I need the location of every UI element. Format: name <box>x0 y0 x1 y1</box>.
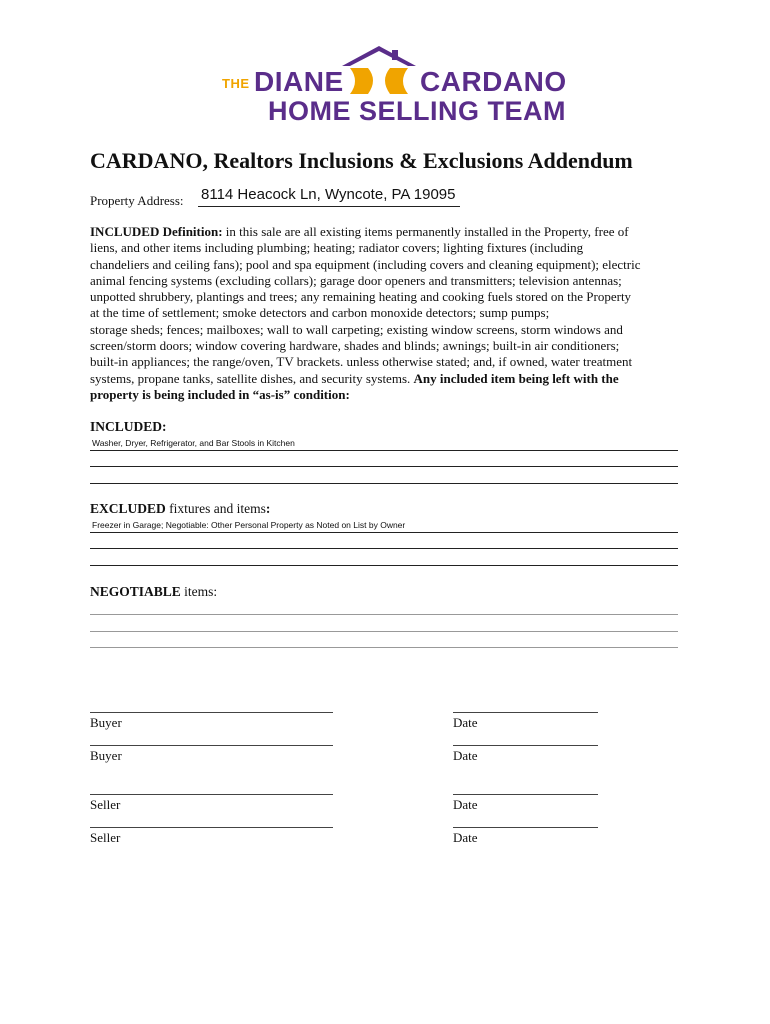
seller-2-label: Seller <box>90 830 121 845</box>
included-items-field[interactable]: Washer, Dryer, Refrigerator, and Bar Stools in Kitchen <box>92 438 295 448</box>
definition-line: screen/storm doors; window covering hardware, shades and blinds; awnings; built-in air conditioners; <box>90 338 620 354</box>
buyer-2-date-line[interactable] <box>453 745 598 746</box>
definition-line: systems, propane tanks, satellite dishes, and security systems. Any included item being left with the <box>90 370 619 386</box>
logo-first-name: DIANE <box>254 66 344 97</box>
logo-the: THE <box>222 76 250 91</box>
negotiable-line-2[interactable] <box>90 631 678 632</box>
negotiable-line-3[interactable] <box>90 647 678 648</box>
seller-1-date-line[interactable] <box>453 794 598 795</box>
page-title: CARDANO, Realtors Inclusions & Exclusions Addendum <box>90 148 633 173</box>
buyer-2-signature-line[interactable] <box>90 745 333 746</box>
buyer-1-date-label: Date <box>453 715 478 730</box>
definition-line: INCLUDED Definition: in this sale are all existing items permanently installed in the Property, free of <box>90 224 629 239</box>
included-line-1[interactable] <box>90 450 678 451</box>
as-is-notice-cont: property is being included in “as-is” condition: <box>90 386 350 402</box>
excluded-line-2[interactable] <box>90 548 678 549</box>
seller-2-date-label: Date <box>453 830 478 845</box>
negotiable-heading: NEGOTIABLE items: <box>90 584 218 599</box>
buyer-2-date-label: Date <box>453 748 478 763</box>
definition-line: built-in appliances; the range/oven, TV brackets. unless otherwise stated; and, if owned, water treatment <box>90 354 633 370</box>
as-is-notice: Any included item being left with the <box>413 370 619 386</box>
definition-line: unpotted shrubbery, plantings and trees; any remaining heating and cooking fuels stored on the Property <box>90 289 632 305</box>
seller-2-signature-line[interactable] <box>90 827 333 828</box>
negotiable-line-1[interactable] <box>90 614 678 615</box>
logo-last-name: CARDANO <box>420 66 567 97</box>
included-line-3[interactable] <box>90 483 678 484</box>
buyer-1-label: Buyer <box>90 715 122 730</box>
seller-1-signature-line[interactable] <box>90 794 333 795</box>
house-logo-icon <box>338 44 420 96</box>
excluded-items-field[interactable]: Freezer in Garage; Negotiable: Other Personal Property as Noted on List by Owner <box>92 520 406 530</box>
definition-heading: INCLUDED Definition: <box>90 224 223 239</box>
buyer-1-date-line[interactable] <box>453 712 598 713</box>
included-heading: INCLUDED: <box>90 419 167 434</box>
property-address-label: Property Address: <box>90 193 184 208</box>
included-definition <box>90 224 690 403</box>
seller-1-date-label: Date <box>453 797 478 812</box>
definition-line: animal fencing systems (excluding collars); garage door openers and transmitters; television antennas; <box>90 272 622 288</box>
buyer-1-signature-line[interactable] <box>90 712 333 713</box>
property-address-field[interactable]: 8114 Heacock Ln, Wyncote, PA 19095 <box>201 186 456 203</box>
logo-tagline: HOME SELLING TEAM <box>268 96 566 126</box>
definition-line: storage sheds; fences; mailboxes; wall to wall carpeting; existing window screens, storm windows and <box>90 321 623 337</box>
buyer-2-label: Buyer <box>90 748 122 763</box>
definition-line: chandeliers and ceiling fans); pool and spa equipment (including covers and cleaning equipment); electric <box>90 256 641 272</box>
definition-line <box>90 387 690 403</box>
property-address-underline <box>198 206 460 207</box>
definition-line: at the time of settlement; smoke detectors and carbon monoxide detectors; sump pumps; <box>90 305 550 321</box>
seller-1-label: Seller <box>90 797 121 812</box>
excluded-line-1[interactable] <box>90 532 678 533</box>
excluded-line-3[interactable] <box>90 565 678 566</box>
company-logo <box>220 44 567 126</box>
included-line-2[interactable] <box>90 466 678 467</box>
seller-2-date-line[interactable] <box>453 827 598 828</box>
definition-line: liens, and other items including plumbing; heating; radiator covers; lighting fixtures (including <box>90 240 584 256</box>
excluded-heading: EXCLUDED fixtures and items: <box>90 501 271 516</box>
